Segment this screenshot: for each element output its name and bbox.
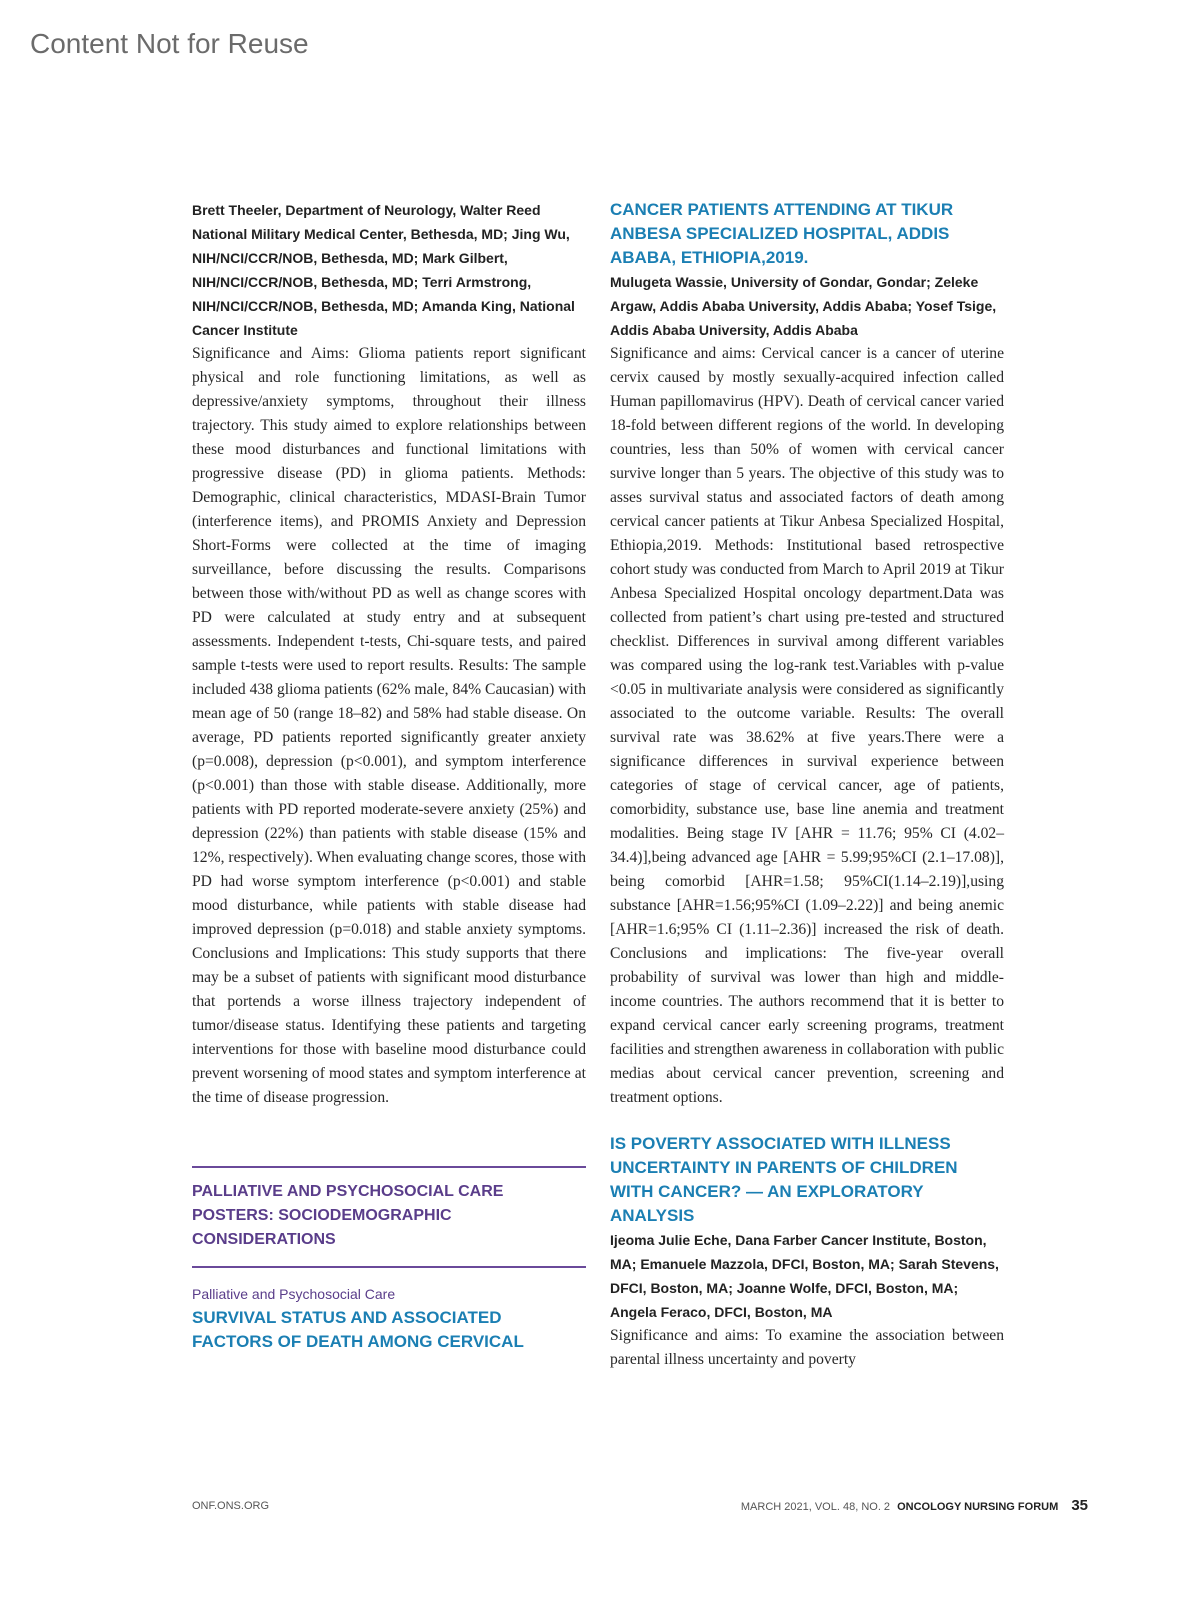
section-title: PALLIATIVE AND PSYCHOSOCIAL CARE POSTERS: SOCIODEMOGRAPHIC CONSIDERATIONS <box>192 1183 504 1248</box>
abstract-body: Significance and aims: To examine the association between parental illness uncertainty and poverty <box>610 1327 1004 1368</box>
page-number: 35 <box>1071 1497 1088 1514</box>
abstract-body: Significance and aims: Cervical cancer is a cancer of uterine cervix caused by mostly sexually-acquired infection called Human papillomavirus (HPV). Death of cervical cancer varied 18-fold between different regions of the world. In developing countries, less than 50% of women with cervical cancer survive longer than 5 years. The objective of this study was to asses survival status and associated factors of death among cervical cancer patients at Tikur Anbesa Specialized Hospital, Ethiopia,2019. Methods: Institutional based retrospective cohort study was conducted from March to April 2019 at Tikur Anbesa Specialized Hospital oncology department.Data was collected from patient’s chart using pre-tested and structured checklist. Differences in survival among different variables was compared using the log-rank test.Variables with p-value <0.05 in multivariate analysis were considered as significantly associated to the outcome variable. Results: The overall survival rate was 38.62% at five years.There were a significance differences in survival experience between categories of stage of cervical cancer, age of patients, comorbidity, substance use, base line anemia and treatment modalities. Being stage IV [AHR = 11.76; 95% CI (4.02–34.4)],being advanced age [AHR = 5.99;95%CI (2.1–17.08)], being comorbid [AHR=1.58; 95%CI(1.14–2.19)],using substance [AHR=1.56;95%CI (1.09–2.22)] and being anemic [AHR=1.6;95% CI (1.11–2.36)] increased the risk of death. Conclusions and implications: The five-year overall probability of survival was lower than high and middle-income countries. The authors recommend that it is better to expand cervical cancer early screening programs, treatment facilities and strengthen awareness in collaboration with public medias about cervical cancer prevention, screening and treatment options. <box>610 345 1004 1106</box>
right-column <box>610 198 1004 1372</box>
abstract-authors: Brett Theeler, Department of Neurology, Walter Reed National Military Medical Center, Bethesda, MD; Jing Wu, NIH/NCI/CCR/NOB, Bethesda, MD; Mark Gilbert, NIH/NCI/CCR/NOB, Bethesda, MD; Terri Armstrong, NIH/NCI/CCR/NOB, Bethesda, MD; Amanda King, National Cancer Institute <box>192 202 575 338</box>
footer-site: ONF.ONS.ORG <box>192 1500 270 1512</box>
section-header <box>192 1166 586 1268</box>
left-column <box>192 198 586 1354</box>
footer-journal: ONCOLOGY NURSING FORUM <box>897 1501 1059 1513</box>
footer-issue-info <box>741 1497 1088 1514</box>
watermark: Content Not for Reuse <box>30 28 309 59</box>
abstract-title: IS POVERTY ASSOCIATED WITH ILLNESS UNCERTAINTY IN PARENTS OF CHILDREN WITH CANCER? — AN EXPLORATORY ANALYSIS <box>610 1134 958 1225</box>
abstract-category: Palliative and Psychosocial Care <box>192 1286 396 1302</box>
footer-issue: MARCH 2021, VOL. 48, NO. 2 <box>740 1501 891 1513</box>
abstract-title-continued: CANCER PATIENTS ATTENDING AT TIKUR ANBESA SPECIALIZED HOSPITAL, ADDIS ABABA, ETHIOPIA,2019. <box>610 200 954 267</box>
abstract-title: SURVIVAL STATUS AND ASSOCIATED FACTORS OF DEATH AMONG CERVICAL <box>192 1308 524 1351</box>
abstract-body: Significance and Aims: Glioma patients report significant physical and role functioning limitations, as well as depressive/anxiety symptoms, throughout their illness trajectory. This study aimed to explore relationships between these mood disturbances and functional limitations with progressive disease (PD) in glioma patients. Methods: Demographic, clinical characteristics, MDASI-Brain Tumor (interference items), and PROMIS Anxiety and Depression Short-Forms were collected at the time of imaging surveillance, before discussing the results. Comparisons between those with/without PD as well as change scores with PD were calculated at study entry and at subsequent assessments. Independent t-tests, Chi-square tests, and paired sample t-tests were used to report results. Results: The sample included 438 glioma patients (62% male, 84% Caucasian) with mean age of 50 (range 18–82) and 58% had stable disease. On average, PD patients reported significantly greater anxiety (p=0.008), depression (p<0.001), and symptom interference (p<0.001) than those with stable disease. Additionally, more patients with PD reported moderate-severe anxiety (25%) and depression (22%) than patients with stable disease (15% and 12%, respectively). When evaluating change scores, those with PD had worse symptom interference (p<0.001) and stable mood disturbance, while patients with stable disease had improved depression (p=0.018) and stable anxiety symptoms. Conclusions and Implications: This study supports that there may be a subset of patients with significant mood disturbance that portends a worse illness trajectory independent of tumor/disease status. Identifying these patients and targeting interventions for those with baseline mood disturbance could prevent worsening of mood states and symptom interference at the time of disease progression. <box>192 345 586 1106</box>
abstract-authors: Ijeoma Julie Eche, Dana Farber Cancer Institute, Boston, MA; Emanuele Mazzola, DFCI, Boston, MA; Sarah Stevens, DFCI, Boston, MA; Joanne Wolfe, DFCI, Boston, MA; Angela Feraco, DFCI, Boston, MA <box>610 1232 999 1320</box>
abstract-authors: Mulugeta Wassie, University of Gondar, Gondar; Zeleke Argaw, Addis Ababa University, Addis Ababa; Yosef Tsige, Addis Ababa University, Addis Ababa <box>610 274 997 338</box>
